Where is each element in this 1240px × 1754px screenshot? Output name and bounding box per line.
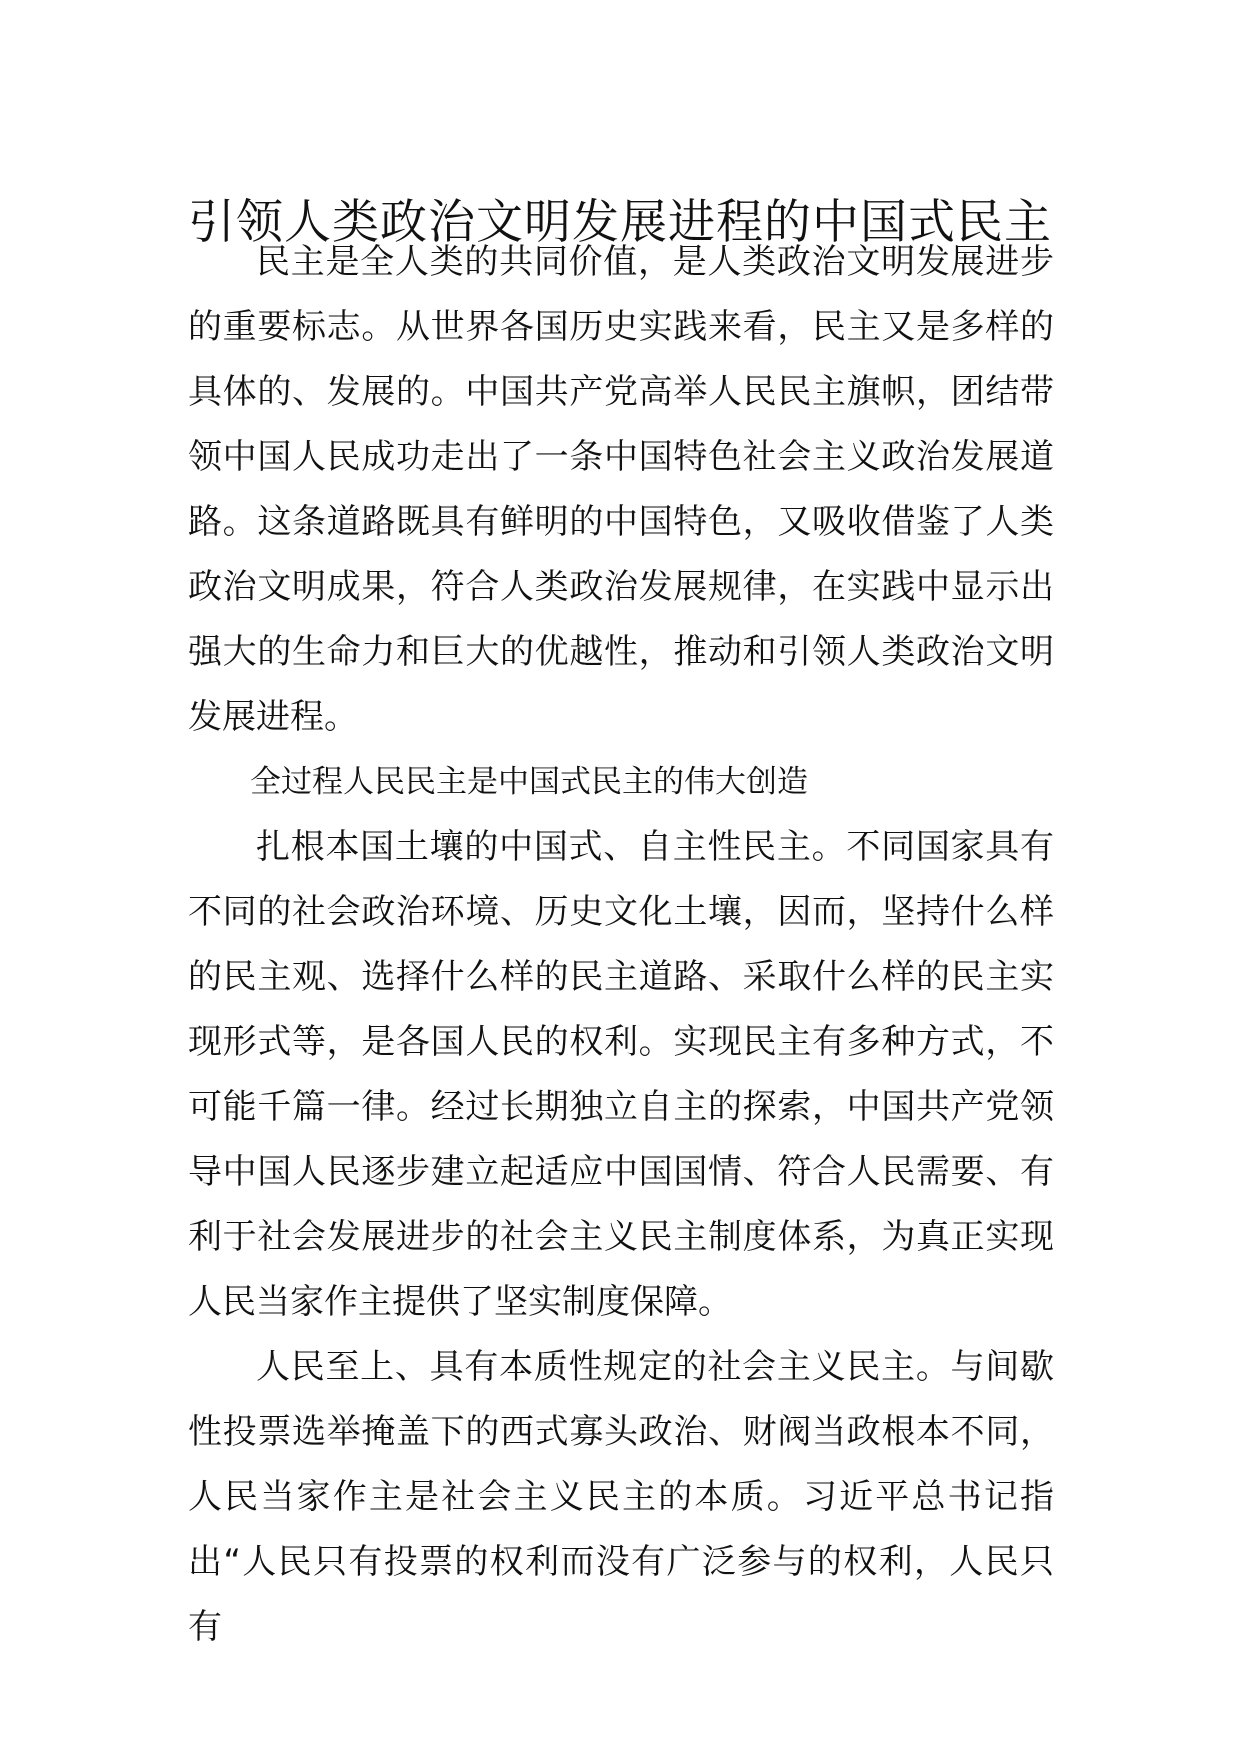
document-title: 引领人类政治文明发展进程的中国式民主: [188, 195, 1052, 251]
paragraph-people-first: 人民至上、具有本质性规定的社会主义民主。与间歇性投票选举掩盖下的西式寡头政治、财阀当政根本不同，人民当家作主是社会主义民主的本质。习近平总书记指出“人民只有投票的权利而没有广泛参与的权利，人民只有: [188, 1347, 1054, 1647]
paragraph-intro: 民主是全人类的共同价值，是人类政治文明发展进步的重要标志。从世界各国历史实践来看，民主又是多样的具体的、发展的。中国共产党高举人民民主旗帜，团结带领中国人民成功走出了一条中国特色社会主义政治发展道路。这条道路既具有鲜明的中国特色，又吸收借鉴了人类政治文明成果，符合人类政治发展规律，在实践中显示出强大的生命力和巨大的优越性，推动和引领人类政治文明发展进程。: [188, 242, 1054, 737]
document-body: [188, 230, 1054, 1660]
paragraph-autonomous-democracy: 扎根本国土壤的中国式、自主性民主。不同国家具有不同的社会政治环境、历史文化土壤，因而，坚持什么样的民主观、选择什么样的民主道路、采取什么样的民主实现形式等，是各国人民的权利。实现民主有多种方式，不可能千篇一律。经过长期独立自主的探索，中国共产党领导中国人民逐步建立起适应中国国情、符合人民需要、有利于社会发展进步的社会主义民主制度体系，为真正实现人民当家作主提供了坚实制度保障。: [188, 827, 1054, 1322]
section-heading: 全过程人民民主是中国式民主的伟大创造: [250, 764, 808, 800]
